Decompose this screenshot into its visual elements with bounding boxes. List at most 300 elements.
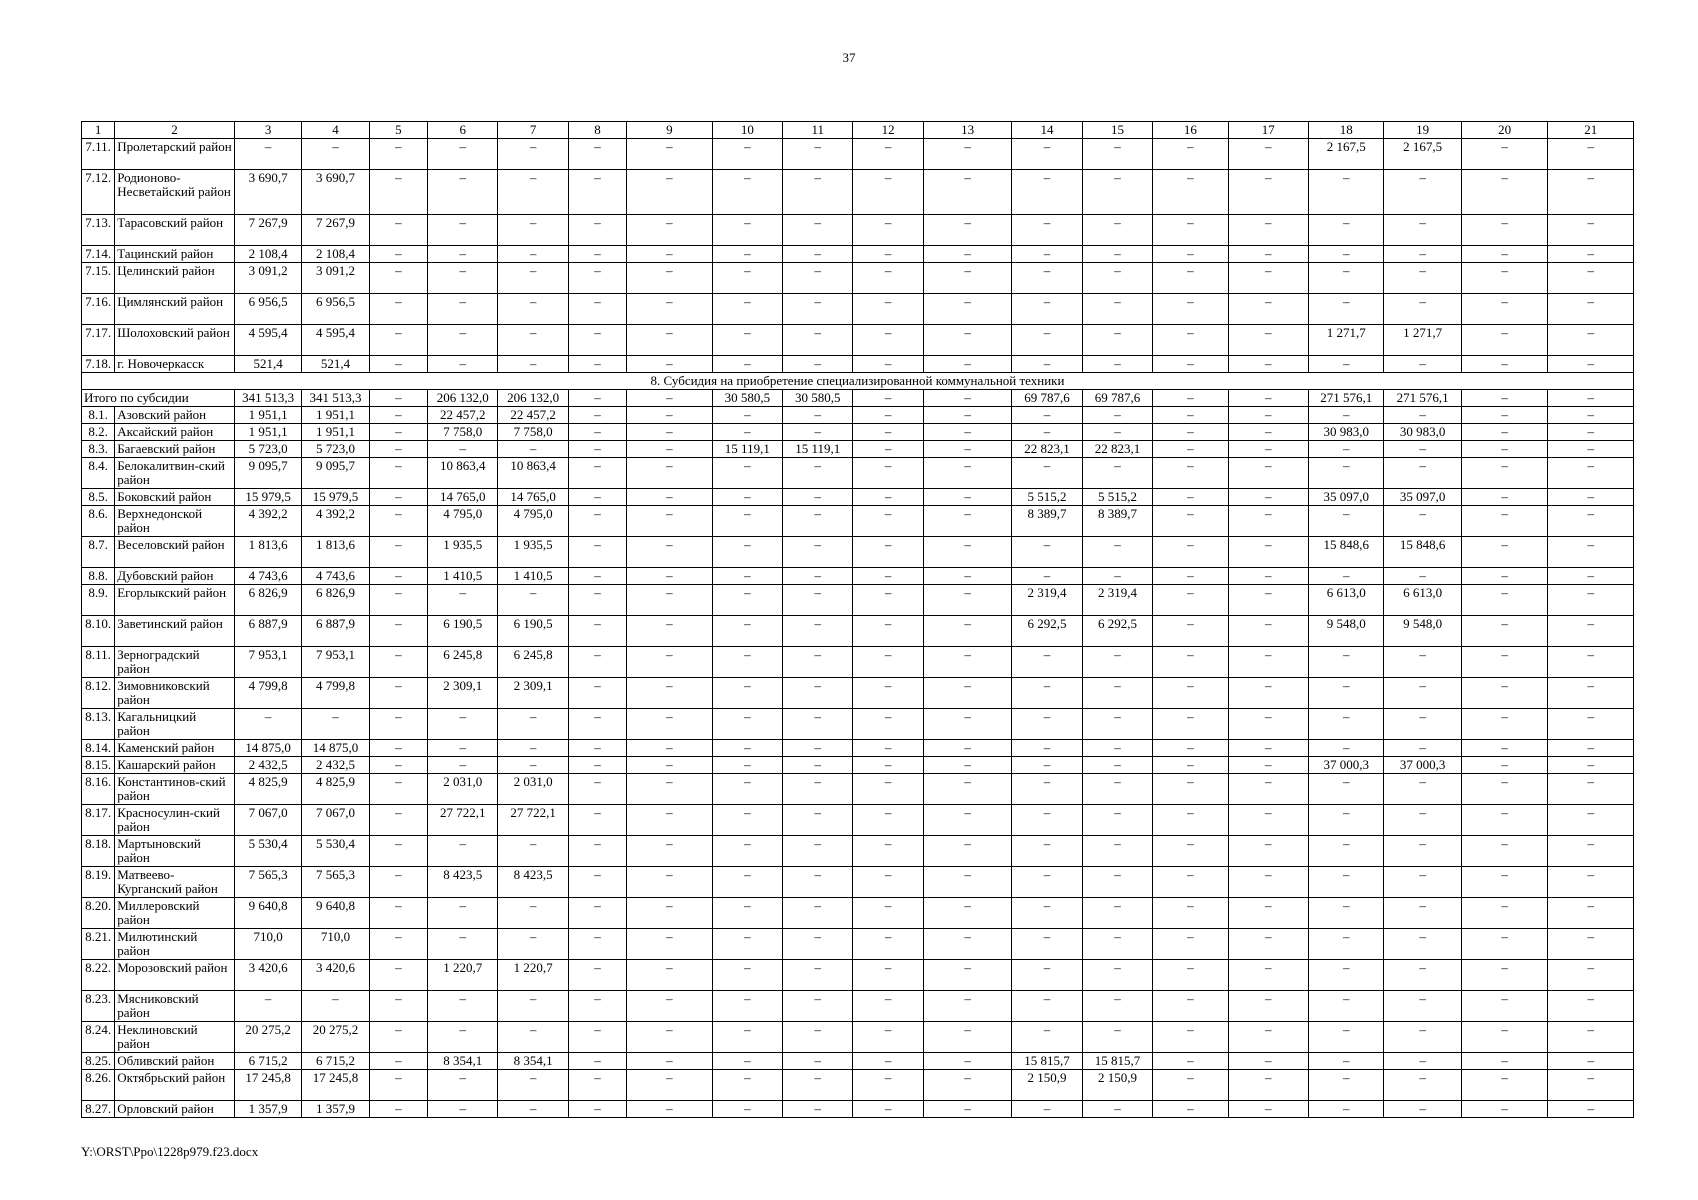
table-row [82, 740, 1634, 757]
cell-value: 14 875,0 [234, 740, 301, 757]
cell-value: 4 795,0 [498, 506, 568, 537]
row-name: Зерноградский район [115, 647, 235, 678]
row-name: Боковский район [115, 489, 235, 506]
page-number: 37 [842, 50, 856, 65]
cell-value: – [1153, 407, 1228, 424]
cell-value: – [1228, 1101, 1308, 1118]
cell-value: – [1309, 960, 1384, 991]
cell-value: – [498, 709, 568, 740]
cell-value: 17 245,8 [234, 1070, 301, 1101]
table-row [82, 960, 1634, 991]
cell-value: – [923, 356, 1012, 373]
cell-value: – [1309, 294, 1384, 325]
cell-value: – [712, 139, 782, 170]
cell-value: – [1012, 929, 1082, 960]
cell-value: – [783, 836, 853, 867]
cell-value: – [1548, 960, 1634, 991]
cell-value: – [1153, 170, 1228, 215]
column-header: 9 [627, 122, 712, 139]
cell-value: – [1082, 356, 1152, 373]
cell-value: – [712, 1022, 782, 1053]
cell-value: – [1153, 325, 1228, 356]
cell-value: 30 580,5 [712, 390, 782, 407]
cell-value: 7 565,3 [234, 867, 301, 898]
cell-value: – [1309, 458, 1384, 489]
row-name: Азовский район [115, 407, 235, 424]
cell-value: – [498, 139, 568, 170]
cell-value: – [1548, 170, 1634, 215]
cell-value: – [783, 960, 853, 991]
cell-value: – [568, 215, 626, 246]
cell-value: – [712, 537, 782, 568]
cell-value: 9 095,7 [234, 458, 301, 489]
cell-value: – [853, 458, 923, 489]
cell-value: – [1309, 929, 1384, 960]
row-name: Орловский район [115, 1101, 235, 1118]
cell-value: 1 935,5 [498, 537, 568, 568]
cell-value: 10 863,4 [427, 458, 497, 489]
cell-value: – [568, 898, 626, 929]
cell-value: – [498, 757, 568, 774]
cell-value: 5 723,0 [302, 441, 369, 458]
cell-value: – [1384, 1101, 1461, 1118]
table-row [82, 774, 1634, 805]
cell-value: – [369, 678, 427, 709]
cell-value: 4 825,9 [234, 774, 301, 805]
cell-value: – [568, 139, 626, 170]
row-number: 8.4. [82, 458, 115, 489]
cell-value: – [712, 867, 782, 898]
cell-value: – [1548, 1053, 1634, 1070]
cell-value: – [1461, 867, 1548, 898]
cell-value: – [427, 170, 497, 215]
cell-value: – [1012, 356, 1082, 373]
cell-value: – [1461, 898, 1548, 929]
cell-value: 7 267,9 [302, 215, 369, 246]
cell-value: – [1384, 678, 1461, 709]
cell-value: – [923, 458, 1012, 489]
cell-value: – [923, 1053, 1012, 1070]
cell-value: – [1548, 929, 1634, 960]
row-number: 7.13. [82, 215, 115, 246]
cell-value: – [1153, 774, 1228, 805]
cell-value: – [712, 356, 782, 373]
cell-value: – [498, 585, 568, 616]
cell-value: – [627, 441, 712, 458]
cell-value: – [1153, 294, 1228, 325]
cell-value: – [853, 867, 923, 898]
row-number: 8.3. [82, 441, 115, 458]
cell-value: – [427, 585, 497, 616]
column-header: 1 [82, 122, 115, 139]
cell-value: – [1548, 356, 1634, 373]
cell-value: – [1082, 929, 1152, 960]
cell-value: – [1384, 263, 1461, 294]
cell-value: – [302, 709, 369, 740]
cell-value: – [1384, 867, 1461, 898]
cell-value: 4 799,8 [234, 678, 301, 709]
cell-value: – [427, 325, 497, 356]
cell-value: – [1461, 325, 1548, 356]
cell-value: – [427, 757, 497, 774]
cell-value: 30 580,5 [783, 390, 853, 407]
cell-value: – [568, 991, 626, 1022]
cell-value: – [369, 836, 427, 867]
cell-value: – [853, 616, 923, 647]
cell-value: – [1548, 616, 1634, 647]
cell-value: – [1548, 215, 1634, 246]
cell-value: – [568, 458, 626, 489]
cell-value: – [1228, 294, 1308, 325]
cell-value: – [712, 757, 782, 774]
cell-value: – [1309, 1101, 1384, 1118]
cell-value: 9 095,7 [302, 458, 369, 489]
cell-value: – [783, 709, 853, 740]
cell-value: – [1082, 740, 1152, 757]
cell-value: – [1153, 1101, 1228, 1118]
column-header: 16 [1153, 122, 1228, 139]
cell-value: 341 513,3 [302, 390, 369, 407]
cell-value: – [369, 1070, 427, 1101]
cell-value: – [1153, 1022, 1228, 1053]
row-number: 8.6. [82, 506, 115, 537]
row-name: Родионово-Несветайский район [115, 170, 235, 215]
cell-value: – [1082, 407, 1152, 424]
cell-value: 3 690,7 [302, 170, 369, 215]
cell-value: – [1228, 139, 1308, 170]
row-number: 8.13. [82, 709, 115, 740]
cell-value: – [369, 407, 427, 424]
cell-value: – [1384, 170, 1461, 215]
cell-value: – [783, 898, 853, 929]
cell-value: – [627, 709, 712, 740]
column-header: 5 [369, 122, 427, 139]
cell-value: – [568, 709, 626, 740]
cell-value: 15 119,1 [712, 441, 782, 458]
cell-value: – [1384, 774, 1461, 805]
cell-value: – [1228, 537, 1308, 568]
cell-value: – [627, 616, 712, 647]
cell-value: – [369, 1101, 427, 1118]
cell-value: 4 743,6 [302, 568, 369, 585]
column-header: 19 [1384, 122, 1461, 139]
cell-value: – [923, 325, 1012, 356]
cell-value: 6 715,2 [302, 1053, 369, 1070]
cell-value: 2 432,5 [302, 757, 369, 774]
cell-value: – [923, 647, 1012, 678]
cell-value: – [853, 537, 923, 568]
cell-value: – [1153, 390, 1228, 407]
column-header: 13 [923, 122, 1012, 139]
table-row [82, 867, 1634, 898]
row-name: Милютинский район [115, 929, 235, 960]
cell-value: – [427, 929, 497, 960]
column-header: 12 [853, 122, 923, 139]
cell-value: – [783, 1070, 853, 1101]
cell-value: – [1082, 537, 1152, 568]
cell-value: – [1548, 139, 1634, 170]
cell-value: – [1384, 960, 1461, 991]
cell-value: – [783, 294, 853, 325]
cell-value: – [1384, 294, 1461, 325]
cell-value: 8 354,1 [498, 1053, 568, 1070]
cell-value: – [923, 1101, 1012, 1118]
cell-value: – [498, 898, 568, 929]
cell-value: – [1082, 139, 1152, 170]
cell-value: – [498, 294, 568, 325]
cell-value: – [853, 568, 923, 585]
table-row [82, 898, 1634, 929]
cell-value: – [783, 568, 853, 585]
cell-value: – [1228, 506, 1308, 537]
cell-value: 6 190,5 [427, 616, 497, 647]
cell-value: – [1228, 616, 1308, 647]
cell-value: 2 031,0 [498, 774, 568, 805]
cell-value: 5 723,0 [234, 441, 301, 458]
cell-value: – [1461, 991, 1548, 1022]
cell-value: – [712, 1101, 782, 1118]
cell-value: – [1309, 263, 1384, 294]
cell-value: – [369, 740, 427, 757]
cell-value: – [1012, 537, 1082, 568]
row-name: Верхнедонской район [115, 506, 235, 537]
cell-value: – [923, 836, 1012, 867]
cell-value: – [498, 246, 568, 263]
cell-value: – [1228, 390, 1308, 407]
cell-value: – [712, 991, 782, 1022]
table-row [82, 757, 1634, 774]
cell-value: – [1309, 991, 1384, 1022]
cell-value: – [1228, 424, 1308, 441]
cell-value: – [627, 898, 712, 929]
cell-value: – [568, 1070, 626, 1101]
column-header: 3 [234, 122, 301, 139]
cell-value: – [1548, 774, 1634, 805]
row-name: Миллеровский район [115, 898, 235, 929]
cell-value: – [568, 647, 626, 678]
row-number: 8.19. [82, 867, 115, 898]
cell-value: – [1309, 506, 1384, 537]
cell-value: – [1153, 215, 1228, 246]
cell-value: – [1548, 709, 1634, 740]
cell-value: – [853, 898, 923, 929]
cell-value: – [627, 390, 712, 407]
cell-value: – [498, 170, 568, 215]
cell-value: 8 354,1 [427, 1053, 497, 1070]
cell-value: – [1153, 867, 1228, 898]
table-row [82, 170, 1634, 215]
cell-value: 5 530,4 [234, 836, 301, 867]
cell-value: 7 953,1 [234, 647, 301, 678]
cell-value: – [853, 246, 923, 263]
cell-value: 37 000,3 [1309, 757, 1384, 774]
cell-value: – [712, 170, 782, 215]
table-row [82, 1022, 1634, 1053]
cell-value: – [627, 647, 712, 678]
row-number: 8.24. [82, 1022, 115, 1053]
cell-value: 8 389,7 [1012, 506, 1082, 537]
cell-value: – [1384, 740, 1461, 757]
row-name: Кагальницкий район [115, 709, 235, 740]
table-row [82, 506, 1634, 537]
cell-value: – [1153, 960, 1228, 991]
cell-value: – [627, 1101, 712, 1118]
cell-value: 2 031,0 [427, 774, 497, 805]
cell-value: – [1082, 678, 1152, 709]
cell-value: – [853, 585, 923, 616]
cell-value: – [1384, 898, 1461, 929]
cell-value: – [783, 1101, 853, 1118]
cell-value: – [1012, 458, 1082, 489]
cell-value: – [1228, 647, 1308, 678]
cell-value: – [783, 774, 853, 805]
cell-value: – [627, 929, 712, 960]
cell-value: 20 275,2 [302, 1022, 369, 1053]
cell-value: 4 595,4 [302, 325, 369, 356]
row-number: 8.15. [82, 757, 115, 774]
cell-value: 6 826,9 [302, 585, 369, 616]
cell-value: – [853, 356, 923, 373]
column-header: 15 [1082, 122, 1152, 139]
cell-value: – [369, 1053, 427, 1070]
cell-value: – [1309, 709, 1384, 740]
cell-value: – [712, 506, 782, 537]
cell-value: – [712, 407, 782, 424]
table-row [82, 929, 1634, 960]
cell-value: – [1153, 1053, 1228, 1070]
cell-value: – [369, 568, 427, 585]
cell-value: – [369, 325, 427, 356]
cell-value: – [1461, 929, 1548, 960]
row-number: 8.9. [82, 585, 115, 616]
table-row [82, 424, 1634, 441]
cell-value: 7 267,9 [234, 215, 301, 246]
cell-value: – [1012, 960, 1082, 991]
cell-value: – [1548, 263, 1634, 294]
cell-value: – [923, 1022, 1012, 1053]
cell-value: – [783, 407, 853, 424]
cell-value: – [853, 991, 923, 1022]
cell-value: – [1153, 678, 1228, 709]
cell-value: 1 410,5 [427, 568, 497, 585]
cell-value: – [1309, 678, 1384, 709]
row-name: Итого по субсидии [82, 390, 235, 407]
row-name: Октябрьский район [115, 1070, 235, 1101]
cell-value: – [783, 489, 853, 506]
cell-value: – [923, 709, 1012, 740]
cell-value: – [369, 805, 427, 836]
cell-value: – [783, 1053, 853, 1070]
cell-value: – [498, 836, 568, 867]
column-header: 11 [783, 122, 853, 139]
cell-value: – [369, 991, 427, 1022]
cell-value: – [1082, 263, 1152, 294]
cell-value: – [1012, 568, 1082, 585]
row-name: Цимлянский район [115, 294, 235, 325]
cell-value: – [627, 1053, 712, 1070]
cell-value: – [1228, 867, 1308, 898]
cell-value: – [1228, 709, 1308, 740]
cell-value: – [1309, 1053, 1384, 1070]
cell-value: 2 309,1 [498, 678, 568, 709]
table-row [82, 568, 1634, 585]
cell-value: 7 758,0 [498, 424, 568, 441]
cell-value: 15 848,6 [1309, 537, 1384, 568]
cell-value: – [923, 740, 1012, 757]
row-name: Егорлыкский район [115, 585, 235, 616]
cell-value: 3 690,7 [234, 170, 301, 215]
cell-value: – [783, 537, 853, 568]
cell-value: 1 951,1 [302, 407, 369, 424]
cell-value: – [1461, 537, 1548, 568]
row-name: Тацинский район [115, 246, 235, 263]
cell-value: – [427, 441, 497, 458]
cell-value: – [427, 215, 497, 246]
cell-value: – [853, 836, 923, 867]
cell-value: – [1548, 424, 1634, 441]
cell-value: – [853, 678, 923, 709]
cell-value: – [1548, 867, 1634, 898]
cell-value: – [1012, 325, 1082, 356]
cell-value: – [1012, 246, 1082, 263]
cell-value: 206 132,0 [498, 390, 568, 407]
cell-value: – [568, 867, 626, 898]
cell-value: – [369, 458, 427, 489]
cell-value: – [1012, 407, 1082, 424]
cell-value: – [234, 991, 301, 1022]
cell-value: 3 091,2 [234, 263, 301, 294]
cell-value: – [627, 263, 712, 294]
cell-value: – [712, 489, 782, 506]
cell-value: – [1153, 424, 1228, 441]
cell-value: – [1012, 294, 1082, 325]
cell-value: – [568, 805, 626, 836]
column-header: 8 [568, 122, 626, 139]
table-row [82, 458, 1634, 489]
cell-value: – [1153, 263, 1228, 294]
cell-value: – [498, 1022, 568, 1053]
cell-value: – [1228, 263, 1308, 294]
row-name: Матвеево-Курганский район [115, 867, 235, 898]
cell-value: – [1384, 929, 1461, 960]
cell-value: – [1012, 170, 1082, 215]
cell-value: – [1082, 325, 1152, 356]
cell-value: 15 979,5 [302, 489, 369, 506]
cell-value: – [1548, 678, 1634, 709]
row-number: 7.18. [82, 356, 115, 373]
cell-value: – [1228, 929, 1308, 960]
cell-value: – [1384, 1022, 1461, 1053]
row-number: 8.10. [82, 616, 115, 647]
cell-value: – [627, 867, 712, 898]
row-number: 7.11. [82, 139, 115, 170]
cell-value: – [627, 139, 712, 170]
cell-value: – [1461, 1101, 1548, 1118]
cell-value: – [1384, 246, 1461, 263]
row-number: 8.8. [82, 568, 115, 585]
cell-value: – [1082, 246, 1152, 263]
cell-value: 22 823,1 [1082, 441, 1152, 458]
cell-value: – [568, 960, 626, 991]
cell-value: 14 765,0 [427, 489, 497, 506]
cell-value: – [1153, 805, 1228, 836]
cell-value: – [712, 774, 782, 805]
cell-value: – [853, 774, 923, 805]
cell-value: – [1082, 568, 1152, 585]
cell-value: – [712, 325, 782, 356]
row-number: 7.15. [82, 263, 115, 294]
cell-value: 15 119,1 [783, 441, 853, 458]
